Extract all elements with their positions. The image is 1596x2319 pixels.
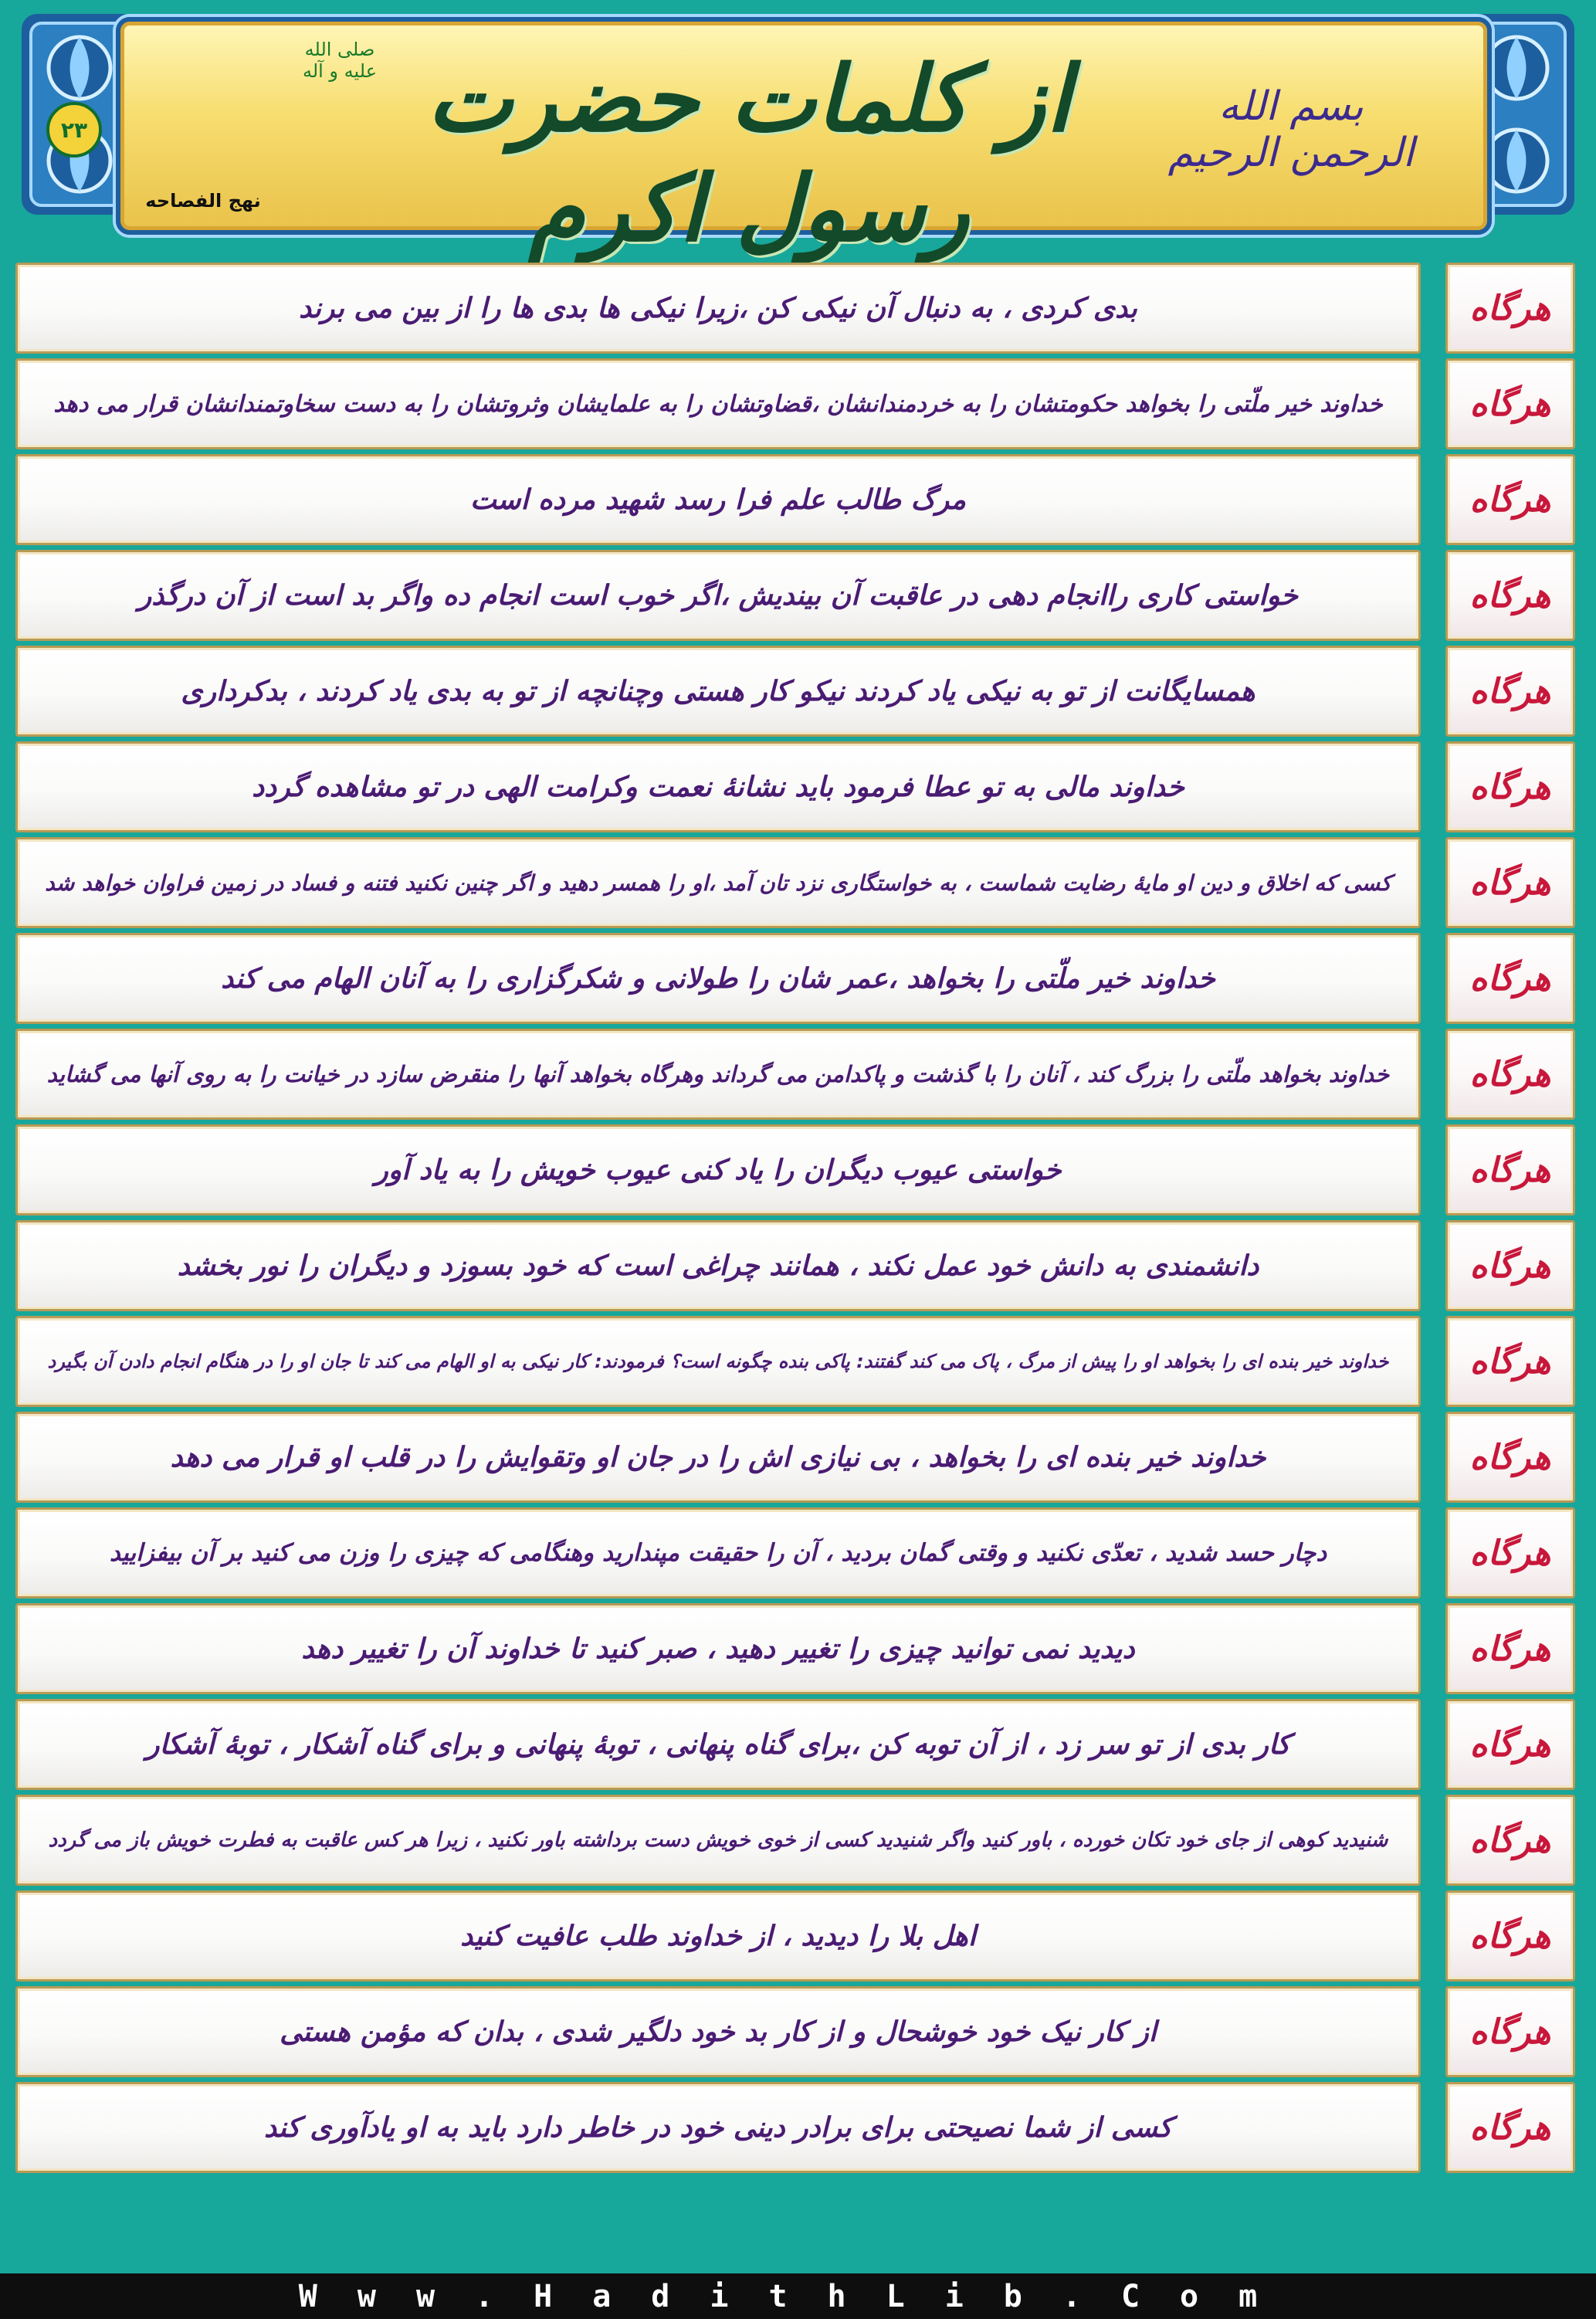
list-item [0, 1407, 1596, 1503]
row-label: هرگاه [1469, 1246, 1551, 1286]
saying-box [15, 1890, 1421, 1982]
saying-text: خداوند مالی به تو عطا فرمود باید نشانۀ نعمت وکرامت الهی در تو مشاهده گردد [252, 771, 1184, 803]
list-item [0, 1215, 1596, 1311]
saying-text: خداوند خیر ملّتی را بخواهد حکومتشان را به خردمندانشان ،قضاوتشان را به علمایشان وثروتشان را به دست سخاوتمندانشان قرار می دهد [53, 390, 1383, 418]
label-box [1445, 1795, 1575, 1886]
saying-box [15, 1412, 1421, 1503]
saying-text: خواستی عیوب دیگران را یاد کنی عیوب خویش را به یاد آور [374, 1154, 1062, 1186]
list-item [0, 832, 1596, 928]
saying-text: کسی که اخلاق و دین او مایۀ رضایت شماست ، به خواستگاری نزد تان آمد ،او را همسر دهید و اگر چنین نکنید فتنه و فساد در زمین فراوان خواهد شد [45, 870, 1391, 896]
row-label: هرگاه [1469, 767, 1551, 807]
saying-text: کسی از شما نصیحتی برای برادر دینی خود در خاطر دارد باید به او یادآوری کند [263, 2111, 1173, 2144]
saying-box [15, 741, 1421, 832]
page-number-badge: ۲۳ [46, 102, 102, 158]
row-label: هرگاه [1469, 958, 1551, 998]
saying-text: کار بدی از تو سر زد ، از آن توبه کن ،برای گناه پنهانی ، توبۀ پنهانی و برای گناه آشکار ، توبۀ آشکار [146, 1728, 1290, 1761]
label-box [1445, 454, 1575, 545]
saying-text: خداوند بخواهد ملّتی را بزرگ کند ، آنان را با گذشت و پاکدامن می گرداند وهرگاه بخواهد آنها را منقرض سازد در خیانت را به روی آنها می گشاید [46, 1061, 1390, 1087]
saying-text: خواستی کاری راانجام دهی در عاقبت آن بیندیش ،اگر خوب است انجام ده واگر بد است از آن درگذر [137, 579, 1299, 612]
label-box [1445, 1603, 1575, 1694]
label-box [1445, 741, 1575, 832]
list-item [0, 2077, 1596, 2173]
website-url: Www.HadithLib.Com [298, 2278, 1298, 2314]
saying-box [15, 1316, 1421, 1407]
saying-box [15, 263, 1421, 354]
row-label: هرگاه [1469, 575, 1551, 615]
list-item [0, 449, 1596, 545]
label-box [1445, 1029, 1575, 1120]
salawat-text: صلی الله علیه و آله [302, 39, 378, 82]
list-item [0, 1120, 1596, 1215]
row-label: هرگاه [1469, 671, 1551, 711]
row-label: هرگاه [1469, 863, 1551, 903]
label-box [1445, 1890, 1575, 1982]
row-label: هرگاه [1469, 2012, 1551, 2052]
saying-text: دانشمندی به دانش خود عمل نکند ، همانند چراغی است که خود بسوزد و دیگران را نور بخشد [177, 1249, 1259, 1282]
row-label: هرگاه [1469, 1150, 1551, 1190]
list-item [0, 1886, 1596, 1982]
saying-box [15, 358, 1421, 449]
list-item [0, 641, 1596, 737]
saying-text: مرگ طالب علم فرا رسد شهید مرده است [470, 483, 966, 516]
row-label: هرگاه [1469, 1629, 1551, 1669]
saying-text: همسایگانت از تو به نیکی یاد کردند نیکو کار هستی وچنانچه از تو به بدی یاد کردند ، بدکرداری [181, 675, 1255, 707]
row-label: هرگاه [1469, 2107, 1551, 2148]
list-item [0, 545, 1596, 641]
saying-box [15, 1699, 1421, 1790]
saying-box [15, 837, 1421, 928]
row-label: هرگاه [1469, 1437, 1551, 1477]
label-box [1445, 1699, 1575, 1790]
saying-text: دچار حسد شدید ، تعدّی نکنید و وقتی گمان بردید ، آن را حقیقت مپندارید وهنگامی که چیزی را وزن می کنید بر آن بیفزایید [109, 1539, 1327, 1567]
label-box [1445, 646, 1575, 737]
label-box [1445, 550, 1575, 641]
list-item [0, 737, 1596, 832]
saying-box [15, 550, 1421, 641]
saying-box [15, 1795, 1421, 1886]
list-item [0, 258, 1596, 354]
page-title: از کلمات حضرت رسول اکرم [427, 46, 1071, 262]
saying-box [15, 933, 1421, 1024]
list-item [0, 1982, 1596, 2077]
row-label: هرگاه [1469, 480, 1551, 520]
row-label: هرگاه [1469, 1820, 1551, 1860]
list-item [0, 928, 1596, 1024]
saying-text: از کار نیک خود خوشحال و از کار بد خود دلگیر شدی ، بدان که مؤمن هستی [280, 2016, 1157, 2048]
row-label: هرگاه [1469, 1054, 1551, 1094]
list-item [0, 1694, 1596, 1790]
saying-text: بدی کردی ، به دنبال آن نیکی کن ،زیرا نیکی ها بدی ها را از بین می برند [299, 292, 1137, 324]
saying-text: خداوند خیر بنده ای را بخواهد ، بی نیازی اش را در جان او وتقوایش را در قلب او قرار می دهد [170, 1441, 1266, 1473]
list-item [0, 354, 1596, 449]
row-label: هرگاه [1469, 384, 1551, 424]
label-box [1445, 1986, 1575, 2077]
row-label: هرگاه [1469, 1341, 1551, 1382]
saying-box [15, 1986, 1421, 2077]
source-label: نهج الفصاحه [145, 190, 261, 212]
saying-box [15, 646, 1421, 737]
label-box [1445, 263, 1575, 354]
footer-bar [0, 2273, 1596, 2319]
list-item [0, 1790, 1596, 1886]
saying-text: اهل بلا را دیدید ، از خداوند طلب عافیت کنید [460, 1920, 976, 1952]
saying-box [15, 1507, 1421, 1599]
row-label: هرگاه [1469, 1724, 1551, 1765]
label-box [1445, 2082, 1575, 2173]
label-box [1445, 1412, 1575, 1503]
saying-box [15, 1220, 1421, 1311]
label-box [1445, 358, 1575, 449]
saying-box [15, 1124, 1421, 1215]
label-box [1445, 1124, 1575, 1215]
list-item [0, 1311, 1596, 1407]
list-item [0, 1024, 1596, 1120]
label-box [1445, 1220, 1575, 1311]
label-box [1445, 1507, 1575, 1599]
label-box [1445, 837, 1575, 928]
label-box [1445, 933, 1575, 1024]
label-box [1445, 1316, 1575, 1407]
saying-text: خداوند خیر ملّتی را بخواهد ،عمر شان را طولانی و شکرگزاری را به آنان الهام می کند [221, 962, 1215, 995]
header-banner [0, 0, 1596, 262]
list-item [0, 1599, 1596, 1694]
saying-box [15, 1029, 1421, 1120]
saying-text: خداوند خیر بنده ای را بخواهد او را پیش از مرگ ، پاک می کند گفتند: پاکی بنده چگونه است؟ فرمودند: کار نیکی به او الهام می کند تا جان او را در هنگام انجام دادن آن بگیرد [47, 1351, 1389, 1372]
row-label: هرگاه [1469, 1916, 1551, 1956]
saying-box [15, 454, 1421, 545]
saying-box [15, 2082, 1421, 2173]
row-label: هرگاه [1469, 1533, 1551, 1573]
saying-text: دیدید نمی توانید چیزی را تغییر دهید ، صبر کنید تا خداوند آن را تغییر دهد [301, 1632, 1135, 1665]
list-item [0, 1503, 1596, 1599]
saying-box [15, 1603, 1421, 1694]
row-label: هرگاه [1469, 288, 1551, 328]
saying-text: شنیدید کوهی از جای خود تکان خورده ، باور کنید واگر شنیدید کسی از خوی خویش دست برداشته باور نکنید ، زیرا هر کس عاقبت به فطرت خویش باز می گردد [48, 1829, 1388, 1852]
basmala-calligraphy: بسم الله الرحمن الرحیم [1167, 83, 1415, 176]
